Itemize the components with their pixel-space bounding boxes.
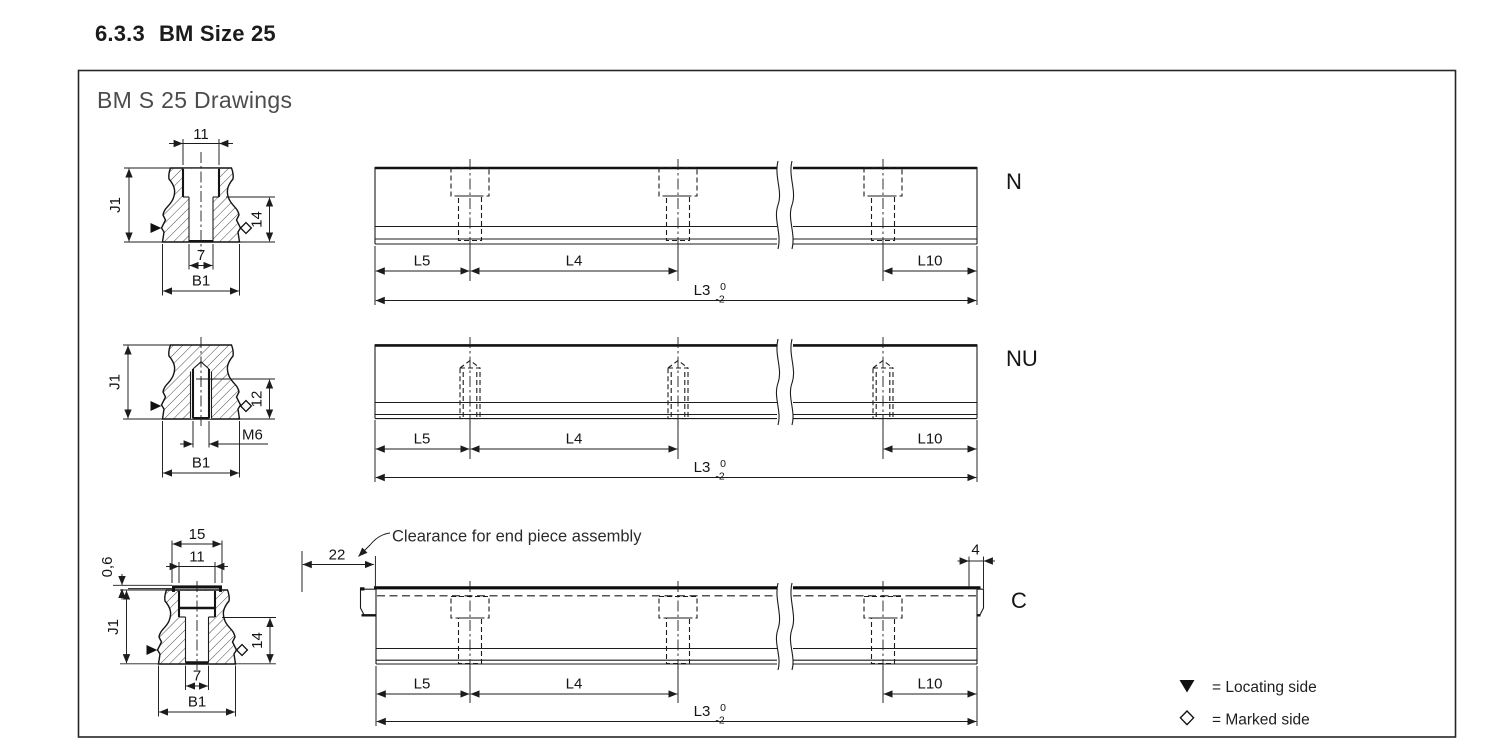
dim-label-15: 15: [188, 526, 206, 543]
dim-j1-c: [105, 590, 166, 664]
dim-end-gap-4: [958, 542, 996, 589]
leader-line: [359, 533, 391, 557]
rail-side-view-n: [375, 159, 1022, 306]
cross-section-n: [107, 126, 275, 296]
l3-tolerance-upper: 0: [720, 458, 726, 470]
cross-section-nu: [107, 337, 276, 478]
dim-label-j1: J1: [105, 619, 122, 635]
dim-label-22: 22: [328, 546, 346, 564]
rail-side-view-nu: [375, 337, 1038, 483]
dim-m6-nu: [180, 421, 268, 448]
panel-title: BM S 25 Drawings: [97, 87, 293, 113]
dim-label-l4: L4: [565, 252, 583, 270]
dim-clearance-22: [302, 547, 375, 593]
l3-tolerance-lower: -2: [715, 714, 725, 727]
dim-label-12: 12: [248, 390, 266, 408]
locating-side-marker: [151, 223, 162, 233]
l3-tolerance-lower: -2: [715, 470, 725, 483]
dim-strip-thickness-c: [99, 557, 172, 600]
locating-side-marker: [147, 645, 158, 655]
break-line: [776, 583, 779, 670]
dim-7-c: [186, 666, 209, 691]
dim-l10-nu: [884, 431, 977, 450]
section-title: [95, 21, 276, 47]
dim-j1-n: [107, 168, 171, 242]
dim-l3-n: [376, 281, 977, 306]
break-line: [790, 161, 793, 249]
dim-label-l5: L5: [413, 430, 431, 448]
dim-l10-n: [884, 253, 977, 272]
cross-section-c: [99, 526, 276, 717]
dim-label-7: 7: [196, 247, 206, 264]
dim-7-n: [189, 244, 213, 270]
break-line: [776, 339, 779, 425]
legend: [1180, 679, 1317, 729]
dim-l5-n: [376, 253, 470, 272]
break-line: [790, 339, 793, 425]
dim-l5-c: [377, 676, 470, 695]
marked-side-marker: [237, 645, 248, 656]
dim-label-b1: B1: [187, 693, 207, 711]
dim-label-14: 14: [248, 211, 266, 228]
l3-tolerance-lower: -2: [715, 293, 725, 306]
marked-diamond-icon: [1180, 711, 1193, 725]
dim-label-4: 4: [971, 541, 980, 559]
dim-b1-nu: [163, 421, 240, 478]
dim-label-l4: L4: [565, 430, 583, 448]
dim-l10-c: [884, 676, 977, 695]
bolt-hole: [864, 159, 902, 281]
l3-tolerance-upper: 0: [720, 702, 726, 714]
locating-side-marker: [151, 401, 162, 411]
rail-side-view-c: [302, 528, 1027, 727]
dim-label-j1: J1: [107, 197, 124, 213]
variant-label-nu: NU: [1006, 346, 1038, 371]
dim-label-l3: L3: [693, 282, 711, 299]
bolt-hole: [451, 581, 489, 703]
dim-label-0-6: 0,6: [99, 556, 116, 578]
l3-tolerance-upper: 0: [720, 281, 726, 293]
dim-label-11: 11: [189, 548, 205, 566]
bolt-hole: [659, 159, 697, 281]
dim-label-7: 7: [192, 667, 202, 685]
dim-label-l5: L5: [413, 252, 431, 270]
clearance-note: Clearance for end piece assembly: [392, 527, 642, 546]
dim-label-l10: L10: [917, 252, 943, 270]
bolt-hole: [864, 581, 902, 703]
thread-hole: [873, 337, 893, 459]
dim-11-c: [166, 549, 228, 584]
thread-hole: [668, 337, 688, 459]
dim-label-l3: L3: [693, 459, 711, 476]
dim-l3-nu: [376, 458, 977, 483]
dim-label-m6: M6: [242, 426, 263, 444]
legend-marked-label: = Marked side: [1212, 711, 1310, 729]
dim-label-j1: J1: [106, 374, 124, 390]
dim-label-14: 14: [249, 632, 266, 649]
dim-l4-nu: [471, 431, 678, 450]
legend-locating-label: = Locating side: [1212, 679, 1317, 696]
dim-label-l5: L5: [413, 675, 431, 693]
dim-j1-nu: [107, 345, 171, 419]
thread-hole: [460, 337, 480, 459]
dim-label-11: 11: [193, 126, 209, 143]
dim-label-b1: B1: [191, 272, 211, 290]
clearance-annotation: [359, 528, 643, 557]
section-name: BM Size 25: [158, 21, 276, 46]
dim-l4-n: [471, 253, 678, 272]
dim-label-l10: L10: [917, 675, 943, 693]
dim-l4-c: [471, 676, 678, 695]
dim-label-l4: L4: [565, 675, 583, 693]
section-number: 6.3.3: [95, 21, 145, 46]
variant-label-c: C: [1011, 588, 1027, 613]
end-cap-left: [360, 587, 376, 616]
locating-triangle-icon: [1180, 680, 1195, 693]
dim-label-l3: L3: [693, 703, 711, 720]
dim-l3-c: [377, 702, 977, 727]
dim-label-l10: L10: [917, 430, 943, 448]
end-cap-right: [977, 589, 984, 616]
dim-label-b1: B1: [191, 454, 211, 472]
dim-l5-nu: [376, 431, 470, 450]
variant-label-n: N: [1006, 169, 1022, 194]
bolt-hole: [659, 581, 697, 703]
drawing-panel-border: [79, 71, 1456, 738]
bolt-hole: [451, 159, 489, 281]
break-line: [776, 161, 779, 249]
